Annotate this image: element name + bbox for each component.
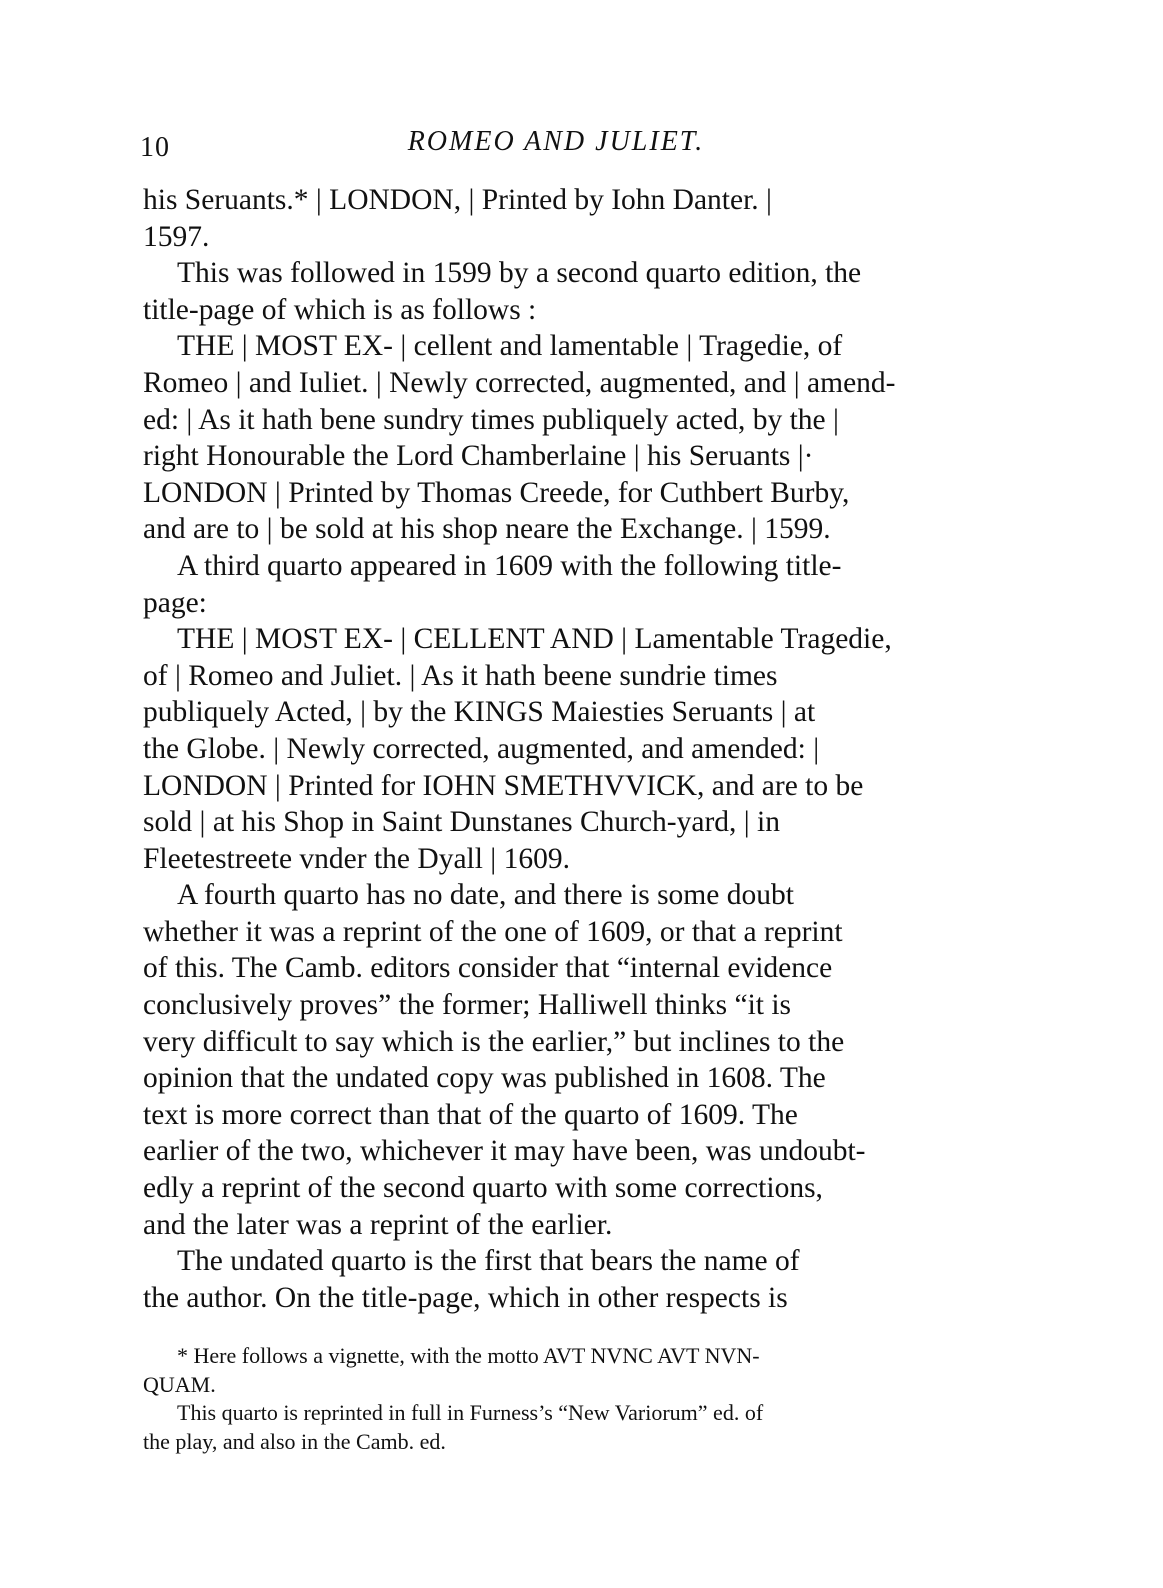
text-line: of | Romeo and Juliet. | As it hath beene sundrie times [143,659,778,692]
text-line: of this. The Camb. editors consider that “internal evidence [143,952,833,985]
text-line: publiquely Acted, | by the KINGS Maiesties Seruants | at [143,696,816,729]
text-line: earlier of the two, whichever it may have been, was undoubt- [143,1135,866,1168]
text-line: very difficult to say which is the earlier,” but inclines to the [143,1025,845,1058]
text-line: Romeo | and Iuliet. | Newly corrected, augmented, and | amend- [143,366,896,399]
text-line: A fourth quarto has no date, and there is some doubt [177,879,794,912]
running-title: ROMEO AND JULIET. [407,126,705,157]
text-line: right Honourable the Lord Chamberlaine | his Seruants |· [143,440,814,473]
text-line: and the later was a reprint of the earlier. [143,1208,613,1241]
text-line: Fleetestreete vnder the Dyall | 1609. [143,842,570,875]
footnote-line: This quarto is reprinted in full in Furness’s “New Variorum” ed. of [177,1400,764,1425]
text-line: page: [143,586,207,619]
body-text [143,182,973,1316]
text-line: the author. On the title-page, which in other respects is [143,1281,788,1314]
footnotes [143,1342,973,1456]
footnote-line: the play, and also in the Camb. ed. [143,1428,446,1454]
text-line: 1597. [143,220,210,253]
footnote-line: QUAM. [143,1371,216,1397]
page-number: 10 [140,132,170,163]
text-line: conclusively proves” the former; Halliwell thinks “it is [143,989,792,1022]
text-line: ed: | As it hath bene sundry times publiquely acted, by the | [143,403,839,436]
text-line: The undated quarto is the first that bears the name of [177,1245,800,1278]
text-line: LONDON | Printed by Thomas Creede, for Cuthbert Burby, [143,476,850,509]
text-line: edly a reprint of the second quarto with some corrections, [143,1172,823,1205]
text-line: LONDON | Printed for IOHN SMETHVVICK, and are to be [143,769,864,802]
text-line: THE | MOST EX- | cellent and lamentable | Tragedie, of [177,330,843,363]
text-line: THE | MOST EX- | CELLENT AND | Lamentable Tragedie, [177,623,892,656]
text-line: sold | at his Shop in Saint Dunstanes Church-yard, | in [143,806,781,839]
text-line: opinion that the undated copy was published in 1608. The [143,1062,826,1095]
running-head [140,122,972,162]
text-line: text is more correct than that of the quarto of 1609. The [143,1098,798,1131]
text-line: A third quarto appeared in 1609 with the following title- [177,549,842,582]
text-line: whether it was a reprint of the one of 1609, or that a reprint [143,915,843,948]
footnote-line: * Here follows a vignette, with the motto AVT NVNC AVT NVN- [177,1343,760,1368]
text-line: the Globe. | Newly corrected, augmented, and amended: | [143,732,820,765]
text-line: This was followed in 1599 by a second quarto edition, the [177,257,862,290]
text-line: title-page of which is as follows : [143,293,537,326]
text-line: his Seruants.* | LONDON, | Printed by Iohn Danter. | [143,184,772,216]
text-line: and are to | be sold at his shop neare the Exchange. | 1599. [143,513,831,546]
